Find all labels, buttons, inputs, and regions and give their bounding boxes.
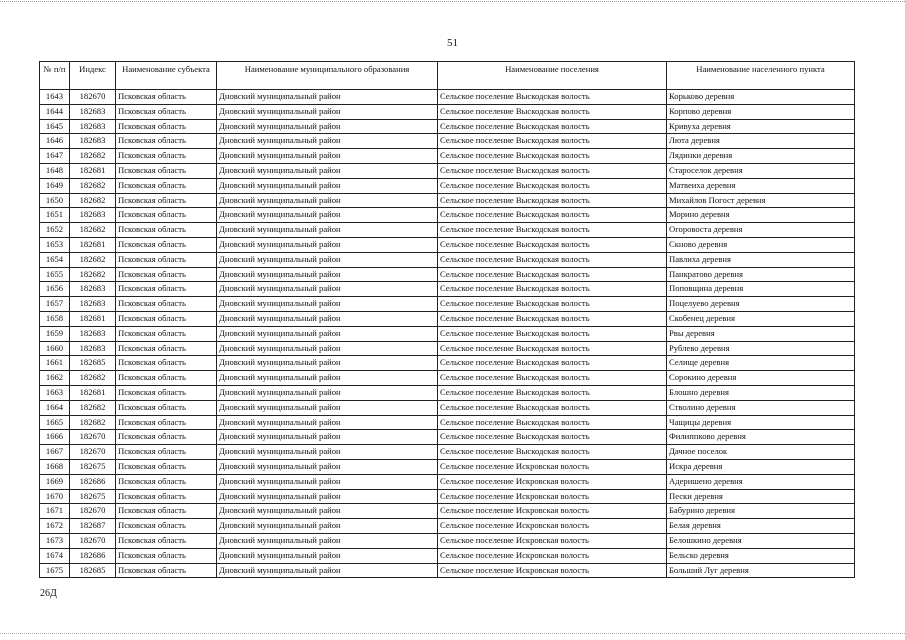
cell-subject: Псковская область [116, 533, 217, 548]
cell-municipality: Дновский муниципальный район [217, 400, 438, 415]
cell-locality: Адеришено деревня [667, 474, 855, 489]
cell-municipality: Дновский муниципальный район [217, 237, 438, 252]
cell-subject: Псковская область [116, 119, 217, 134]
cell-subject: Псковская область [116, 430, 217, 445]
table-row [40, 149, 855, 164]
cell-locality: Селище деревня [667, 356, 855, 371]
column-header-subject: Наименование субъекта [116, 62, 217, 90]
cell-municipality: Дновский муниципальный район [217, 548, 438, 563]
cell-municipality: Дновский муниципальный район [217, 149, 438, 164]
column-header-locality: Наименование населенного пункта [667, 62, 855, 90]
cell-settlement: Сельское поселение Выскодская волость [438, 430, 667, 445]
cell-index: 182682 [70, 193, 116, 208]
cell-locality: Корпово деревня [667, 104, 855, 119]
cell-number: 1654 [40, 252, 70, 267]
cell-municipality: Дновский муниципальный район [217, 193, 438, 208]
cell-locality: Больший Луг деревня [667, 563, 855, 578]
cell-settlement: Сельское поселение Выскодская волость [438, 445, 667, 460]
cell-locality: Люта деревня [667, 134, 855, 149]
cell-municipality: Дновский муниципальный район [217, 519, 438, 534]
cell-number: 1659 [40, 326, 70, 341]
cell-number: 1649 [40, 178, 70, 193]
cell-municipality: Дновский муниципальный район [217, 326, 438, 341]
cell-index: 182686 [70, 474, 116, 489]
table-row [40, 282, 855, 297]
cell-locality: Чащицы деревня [667, 415, 855, 430]
cell-subject: Псковская область [116, 356, 217, 371]
cell-number: 1668 [40, 459, 70, 474]
cell-settlement: Сельское поселение Искровская волость [438, 489, 667, 504]
table-row [40, 104, 855, 119]
table-row [40, 371, 855, 386]
cell-locality: Стволино деревня [667, 400, 855, 415]
cell-locality: Блошно деревня [667, 385, 855, 400]
table-row [40, 178, 855, 193]
cell-number: 1661 [40, 356, 70, 371]
table-row [40, 223, 855, 238]
cell-number: 1675 [40, 563, 70, 578]
cell-index: 182670 [70, 504, 116, 519]
cell-settlement: Сельское поселение Выскодская волость [438, 400, 667, 415]
cell-number: 1647 [40, 149, 70, 164]
table-row [40, 445, 855, 460]
cell-index: 182687 [70, 519, 116, 534]
cell-subject: Псковская область [116, 252, 217, 267]
cell-settlement: Сельское поселение Выскодская волость [438, 385, 667, 400]
cell-municipality: Дновский муниципальный район [217, 341, 438, 356]
cell-subject: Псковская область [116, 193, 217, 208]
table-row [40, 237, 855, 252]
header-row [40, 62, 855, 90]
cell-index: 182683 [70, 282, 116, 297]
cell-number: 1670 [40, 489, 70, 504]
cell-locality: Староселок деревня [667, 163, 855, 178]
cell-subject: Псковская область [116, 341, 217, 356]
cell-index: 182682 [70, 267, 116, 282]
cell-number: 1644 [40, 104, 70, 119]
cell-settlement: Сельское поселение Выскодская волость [438, 208, 667, 223]
cell-locality: Пески деревня [667, 489, 855, 504]
cell-index: 182681 [70, 385, 116, 400]
table-row [40, 252, 855, 267]
cell-municipality: Дновский муниципальный район [217, 163, 438, 178]
table-row [40, 163, 855, 178]
cell-settlement: Сельское поселение Выскодская волость [438, 267, 667, 282]
cell-settlement: Сельское поселение Искровская волость [438, 459, 667, 474]
cell-subject: Псковская область [116, 504, 217, 519]
cell-locality: Лядинки деревня [667, 149, 855, 164]
cell-index: 182681 [70, 163, 116, 178]
cell-subject: Псковская область [116, 415, 217, 430]
cell-index: 182683 [70, 341, 116, 356]
table-row [40, 341, 855, 356]
cell-number: 1650 [40, 193, 70, 208]
cell-locality: Павлиха деревня [667, 252, 855, 267]
cell-index: 182682 [70, 252, 116, 267]
cell-municipality: Дновский муниципальный район [217, 311, 438, 326]
cell-number: 1645 [40, 119, 70, 134]
cell-settlement: Сельское поселение Выскодская волость [438, 371, 667, 386]
cell-number: 1653 [40, 237, 70, 252]
cell-settlement: Сельское поселение Выскодская волость [438, 297, 667, 312]
column-header-index: Индекс [70, 62, 116, 90]
cell-municipality: Дновский муниципальный район [217, 267, 438, 282]
cell-subject: Псковская область [116, 90, 217, 105]
cell-number: 1662 [40, 371, 70, 386]
table-row [40, 90, 855, 105]
cell-number: 1671 [40, 504, 70, 519]
cell-municipality: Дновский муниципальный район [217, 252, 438, 267]
cell-number: 1643 [40, 90, 70, 105]
cell-municipality: Дновский муниципальный район [217, 134, 438, 149]
cell-municipality: Дновский муниципальный район [217, 119, 438, 134]
cell-locality: Огоровоста деревня [667, 223, 855, 238]
table-row [40, 119, 855, 134]
cell-subject: Псковская область [116, 178, 217, 193]
cell-settlement: Сельское поселение Искровская волость [438, 533, 667, 548]
cell-number: 1648 [40, 163, 70, 178]
cell-municipality: Дновский муниципальный район [217, 474, 438, 489]
cell-number: 1657 [40, 297, 70, 312]
table-row [40, 430, 855, 445]
cell-municipality: Дновский муниципальный район [217, 223, 438, 238]
table-row [40, 326, 855, 341]
table-row [40, 504, 855, 519]
table-row [40, 134, 855, 149]
cell-number: 1669 [40, 474, 70, 489]
cell-subject: Псковская область [116, 400, 217, 415]
settlements-table [39, 61, 855, 578]
cell-number: 1651 [40, 208, 70, 223]
cell-number: 1660 [40, 341, 70, 356]
cell-index: 182670 [70, 430, 116, 445]
cell-locality: Белая деревня [667, 519, 855, 534]
cell-index: 182682 [70, 371, 116, 386]
cell-locality: Филиппково деревня [667, 430, 855, 445]
cell-municipality: Дновский муниципальный район [217, 90, 438, 105]
cell-municipality: Дновский муниципальный район [217, 282, 438, 297]
cell-locality: Дачное поселок [667, 445, 855, 460]
cell-subject: Псковская область [116, 282, 217, 297]
cell-locality: Скобенец деревня [667, 311, 855, 326]
cell-number: 1674 [40, 548, 70, 563]
cell-locality: Сорокино деревня [667, 371, 855, 386]
table-row [40, 563, 855, 578]
cell-settlement: Сельское поселение Выскодская волость [438, 223, 667, 238]
cell-index: 182683 [70, 119, 116, 134]
cell-number: 1646 [40, 134, 70, 149]
cell-index: 182682 [70, 400, 116, 415]
cell-subject: Псковская область [116, 163, 217, 178]
cell-settlement: Сельское поселение Искровская волость [438, 474, 667, 489]
cell-index: 182682 [70, 149, 116, 164]
cell-settlement: Сельское поселение Выскодская волость [438, 119, 667, 134]
cell-municipality: Дновский муниципальный район [217, 445, 438, 460]
cell-number: 1667 [40, 445, 70, 460]
cell-number: 1672 [40, 519, 70, 534]
cell-index: 182683 [70, 134, 116, 149]
cell-municipality: Дновский муниципальный район [217, 385, 438, 400]
scan-edge-bottom [0, 633, 905, 634]
cell-index: 182682 [70, 178, 116, 193]
cell-subject: Псковская область [116, 297, 217, 312]
table-row [40, 297, 855, 312]
cell-settlement: Сельское поселение Искровская волость [438, 519, 667, 534]
cell-index: 182686 [70, 548, 116, 563]
cell-subject: Псковская область [116, 223, 217, 238]
table-header [40, 62, 855, 90]
cell-municipality: Дновский муниципальный район [217, 415, 438, 430]
cell-number: 1664 [40, 400, 70, 415]
cell-subject: Псковская область [116, 237, 217, 252]
cell-index: 182670 [70, 90, 116, 105]
cell-locality: Матвеиха деревня [667, 178, 855, 193]
cell-settlement: Сельское поселение Выскодская волость [438, 252, 667, 267]
table-row [40, 415, 855, 430]
cell-number: 1652 [40, 223, 70, 238]
cell-municipality: Дновский муниципальный район [217, 208, 438, 223]
cell-subject: Псковская область [116, 149, 217, 164]
cell-index: 182681 [70, 311, 116, 326]
cell-municipality: Дновский муниципальный район [217, 178, 438, 193]
cell-municipality: Дновский муниципальный район [217, 533, 438, 548]
cell-settlement: Сельское поселение Выскодская волость [438, 178, 667, 193]
cell-settlement: Сельское поселение Выскодская волость [438, 149, 667, 164]
cell-locality: Белошкино деревня [667, 533, 855, 548]
cell-locality: Кривуха деревня [667, 119, 855, 134]
cell-index: 182683 [70, 297, 116, 312]
cell-locality: Поцелуево деревня [667, 297, 855, 312]
cell-index: 182682 [70, 415, 116, 430]
cell-settlement: Сельское поселение Искровская волость [438, 504, 667, 519]
cell-settlement: Сельское поселение Выскодская волость [438, 282, 667, 297]
cell-settlement: Сельское поселение Выскодская волость [438, 415, 667, 430]
cell-number: 1655 [40, 267, 70, 282]
cell-index: 182685 [70, 563, 116, 578]
cell-number: 1658 [40, 311, 70, 326]
cell-subject: Псковская область [116, 385, 217, 400]
table-row [40, 400, 855, 415]
cell-settlement: Сельское поселение Искровская волость [438, 548, 667, 563]
cell-number: 1663 [40, 385, 70, 400]
cell-municipality: Дновский муниципальный район [217, 489, 438, 504]
cell-locality: Бельско деревня [667, 548, 855, 563]
cell-index: 182685 [70, 356, 116, 371]
cell-locality: Искра деревня [667, 459, 855, 474]
cell-subject: Псковская область [116, 311, 217, 326]
cell-settlement: Сельское поселение Выскодская волость [438, 163, 667, 178]
cell-index: 182683 [70, 208, 116, 223]
cell-subject: Псковская область [116, 326, 217, 341]
cell-settlement: Сельское поселение Выскодская волость [438, 90, 667, 105]
cell-subject: Псковская область [116, 104, 217, 119]
cell-municipality: Дновский муниципальный район [217, 504, 438, 519]
cell-municipality: Дновский муниципальный район [217, 563, 438, 578]
cell-number: 1656 [40, 282, 70, 297]
cell-number: 1673 [40, 533, 70, 548]
cell-municipality: Дновский муниципальный район [217, 430, 438, 445]
table-row [40, 311, 855, 326]
cell-locality: Скново деревня [667, 237, 855, 252]
cell-locality: Морино деревня [667, 208, 855, 223]
cell-settlement: Сельское поселение Выскодская волость [438, 237, 667, 252]
cell-subject: Псковская область [116, 459, 217, 474]
cell-subject: Псковская область [116, 445, 217, 460]
cell-locality: Поповщина деревня [667, 282, 855, 297]
table-row [40, 489, 855, 504]
cell-settlement: Сельское поселение Выскодская волость [438, 356, 667, 371]
cell-subject: Псковская область [116, 208, 217, 223]
scan-edge-top [0, 1, 905, 2]
footer-code: 26Д [40, 588, 57, 599]
cell-subject: Псковская область [116, 519, 217, 534]
cell-municipality: Дновский муниципальный район [217, 356, 438, 371]
cell-index: 182682 [70, 223, 116, 238]
table-row [40, 474, 855, 489]
cell-number: 1666 [40, 430, 70, 445]
cell-locality: Рублево деревня [667, 341, 855, 356]
cell-settlement: Сельское поселение Выскодская волость [438, 193, 667, 208]
cell-subject: Псковская область [116, 563, 217, 578]
cell-index: 182683 [70, 104, 116, 119]
cell-subject: Псковская область [116, 489, 217, 504]
column-header-number: № п/п [40, 62, 70, 90]
cell-subject: Псковская область [116, 371, 217, 386]
cell-municipality: Дновский муниципальный район [217, 459, 438, 474]
table-row [40, 548, 855, 563]
cell-locality: Рвы деревня [667, 326, 855, 341]
cell-settlement: Сельское поселение Искровская волость [438, 563, 667, 578]
cell-settlement: Сельское поселение Выскодская волость [438, 326, 667, 341]
table-row [40, 356, 855, 371]
table-row [40, 267, 855, 282]
cell-municipality: Дновский муниципальный район [217, 297, 438, 312]
cell-index: 182681 [70, 237, 116, 252]
cell-locality: Бабурино деревня [667, 504, 855, 519]
table-row [40, 533, 855, 548]
cell-locality: Корьково деревня [667, 90, 855, 105]
cell-settlement: Сельское поселение Выскодская волость [438, 341, 667, 356]
cell-municipality: Дновский муниципальный район [217, 104, 438, 119]
cell-number: 1665 [40, 415, 70, 430]
cell-settlement: Сельское поселение Выскодская волость [438, 104, 667, 119]
cell-locality: Михайлов Погост деревня [667, 193, 855, 208]
cell-index: 182683 [70, 326, 116, 341]
table-row [40, 385, 855, 400]
cell-locality: Панкратово деревня [667, 267, 855, 282]
cell-subject: Псковская область [116, 474, 217, 489]
table-row [40, 519, 855, 534]
table-row [40, 459, 855, 474]
table-body [40, 90, 855, 578]
column-header-municipality: Наименование муниципального образования [217, 62, 438, 90]
cell-index: 182675 [70, 459, 116, 474]
table-row [40, 193, 855, 208]
cell-index: 182670 [70, 445, 116, 460]
cell-index: 182670 [70, 533, 116, 548]
cell-settlement: Сельское поселение Выскодская волость [438, 134, 667, 149]
page-number: 51 [447, 37, 458, 49]
cell-municipality: Дновский муниципальный район [217, 371, 438, 386]
cell-index: 182675 [70, 489, 116, 504]
cell-settlement: Сельское поселение Выскодская волость [438, 311, 667, 326]
cell-subject: Псковская область [116, 134, 217, 149]
cell-subject: Псковская область [116, 267, 217, 282]
column-header-settlement: Наименование поселения [438, 62, 667, 90]
cell-subject: Псковская область [116, 548, 217, 563]
table-row [40, 208, 855, 223]
